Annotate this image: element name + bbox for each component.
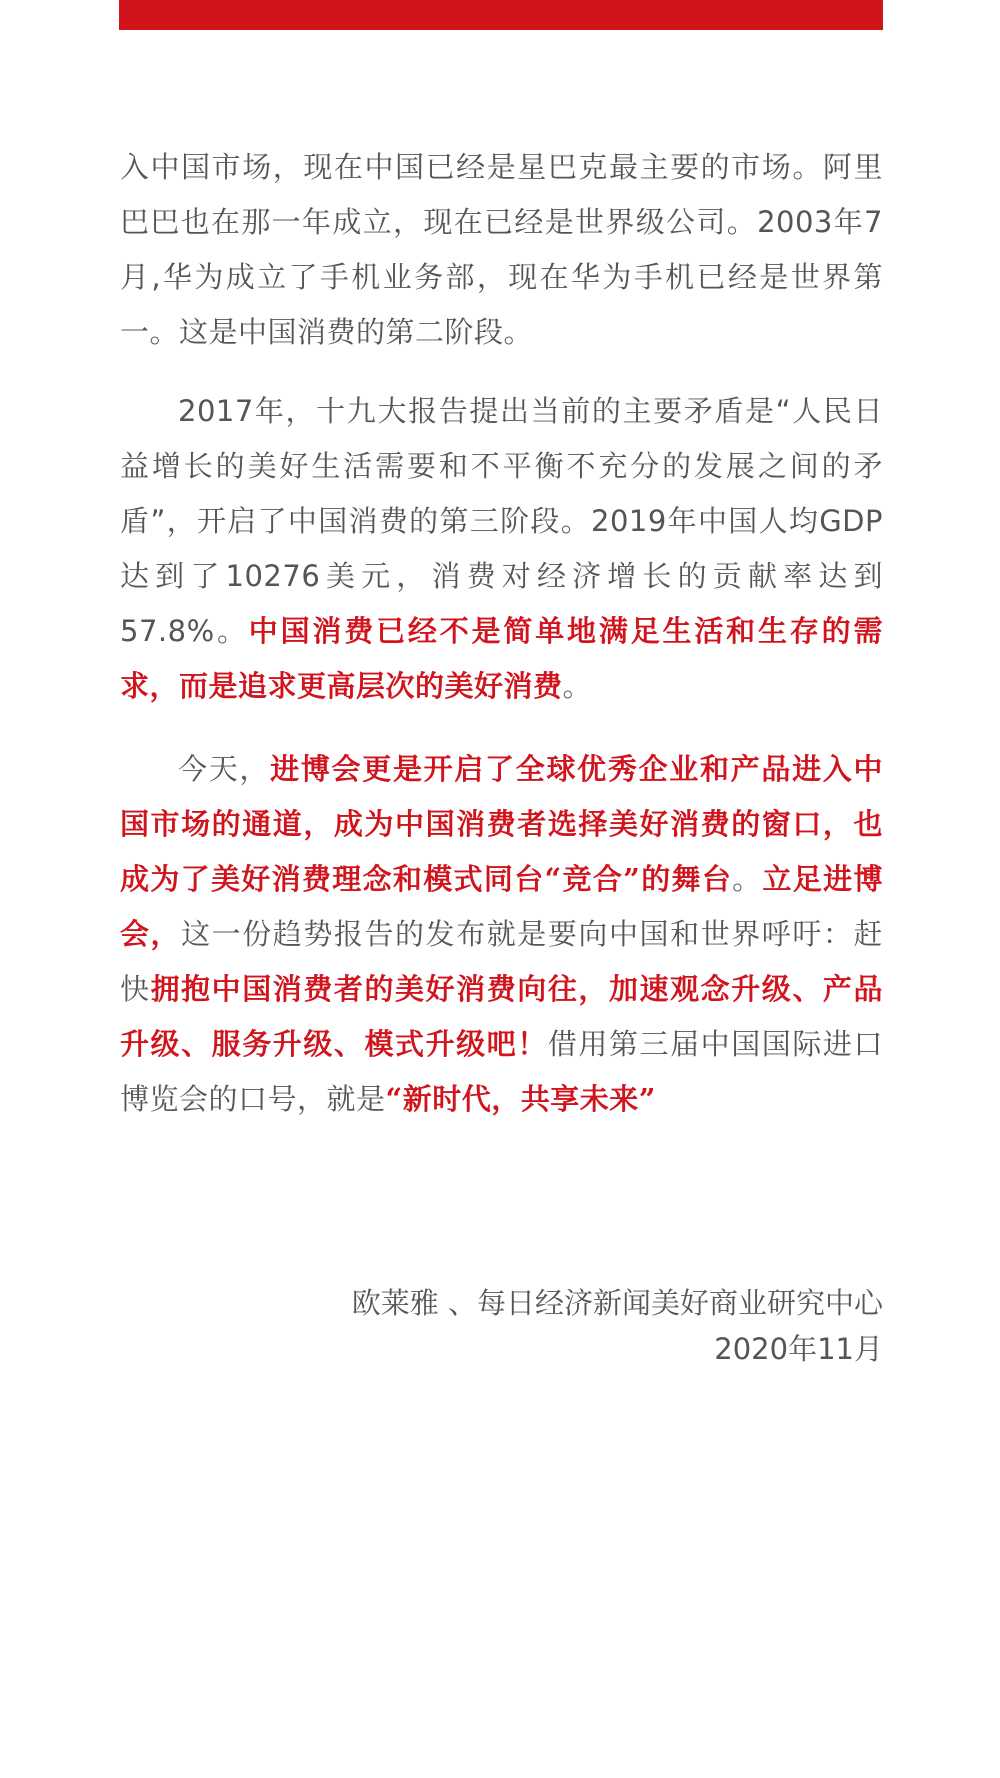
text-segment: 借用第三届中国国际进口博览会的口号，就是	[120, 1027, 883, 1116]
paragraph-1	[120, 140, 883, 360]
text-segment: 。	[732, 862, 763, 896]
signature-author: 欧莱雅 、每日经济新闻美好商业研究中心	[351, 1286, 883, 1320]
signature-block	[352, 1280, 883, 1372]
text-segment: 入中国市场，现在中国已经是星巴克最主要的市场。阿里巴巴也在那一年成立，现在已经是世界级公司。2003年7月,华为成立了手机业务部，现在华为手机已经是世界第一。这是中国消费的第二阶段。	[120, 150, 883, 349]
highlight-segment: 中国消费已经不是简单地满足生活和生存的需求，而是追求更高层次的美好消费	[120, 614, 883, 703]
paragraph-3	[120, 742, 883, 1127]
text-segment: 今天，	[178, 752, 271, 786]
article-body	[120, 140, 883, 1127]
text-segment: 。	[562, 669, 593, 703]
highlight-segment: 立足进博会，	[120, 862, 883, 951]
signature-date: 2020年11月	[714, 1332, 883, 1366]
top-accent-bar	[119, 0, 883, 30]
text-segment: 2017年，十九大报告提出当前的主要矛盾是“人民日益增长的美好生活需要和不平衡不充分的发展之间的矛盾”，开启了中国消费的第三阶段。2019年中国人均GDP达到了10276美元，消费对经济增长的贡献率达到57.8%。	[120, 394, 883, 648]
paragraph-2	[120, 384, 883, 714]
highlight-segment: “新时代，共享未来”	[385, 1082, 656, 1116]
highlight-segment: 拥抱中国消费者的美好消费向往，加速观念升级、产品升级、服务升级、模式升级吧！	[120, 972, 883, 1061]
highlight-segment: 进博会更是开启了全球优秀企业和产品进入中国市场的通道，成为中国消费者选择美好消费的窗口，也成为了美好消费理念和模式同台“竞合”的舞台	[120, 752, 883, 896]
text-segment: 这一份趋势报告的发布就是要向中国和世界呼吁：赶快	[120, 917, 883, 1006]
